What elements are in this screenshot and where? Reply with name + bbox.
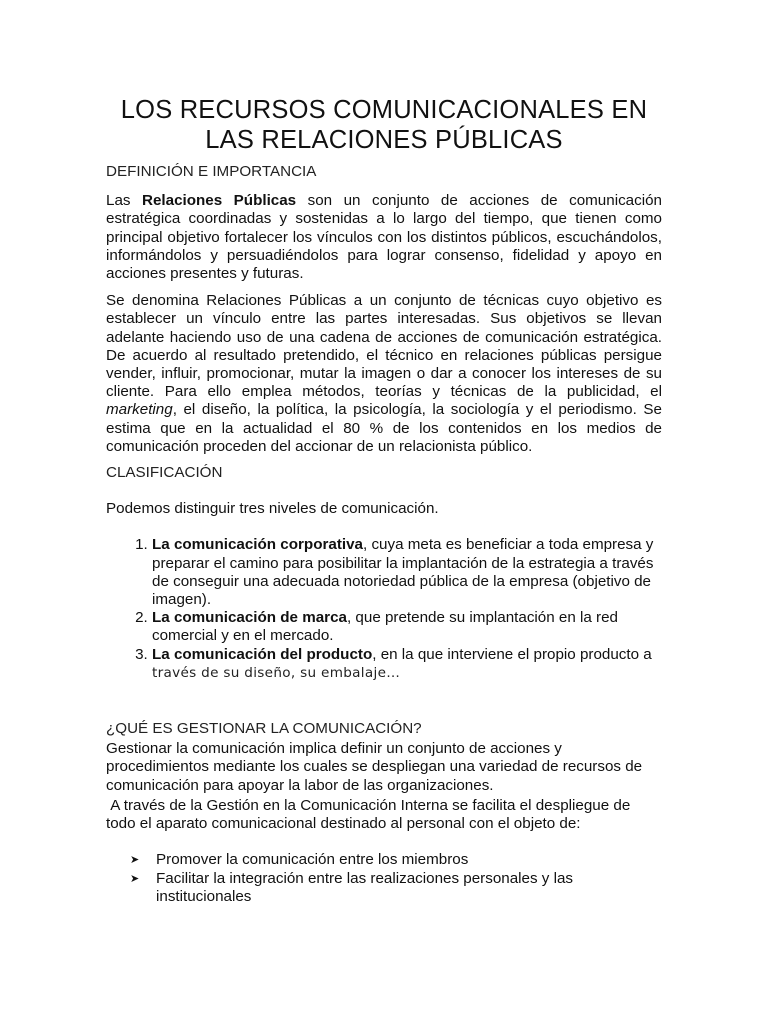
italic-term-marketing: marketing bbox=[106, 401, 173, 419]
list-item-bold: La comunicación del producto bbox=[152, 645, 373, 663]
arrow-right-icon: ➤ bbox=[130, 872, 140, 885]
definition-paragraph-1 bbox=[106, 192, 662, 283]
communication-levels-list bbox=[106, 536, 662, 682]
list-item bbox=[152, 646, 662, 682]
section-heading-management: ¿QUÉ ES GESTIONAR LA COMUNICACIÓN? bbox=[106, 720, 422, 738]
paragraph-text-before: Se denomina Relaciones Públicas a un conjunto de técnicas cuyo objetivo es establecer un vínculo entre las partes interesadas. Sus objetivos se llevan adelante haciendo uso de una cadena de acciones de comunicación estratégica. De acuerdo al resultado pretendido, el técnico en relaciones públicas persigue vender, influir, promocionar, mutar la imagen o dar a conocer los intereses de su cliente. Para ello emplea métodos, teorías y técnicas de la publicidad, el bbox=[106, 292, 662, 401]
list-item-bold: La comunicación corporativa bbox=[152, 536, 363, 554]
list-item-text: , que pretende su implantación en la red comercial y en el mercado. bbox=[152, 609, 619, 645]
paragraph-lead: Las bbox=[106, 192, 142, 210]
list-item-text: , cuya meta es beneficiar a toda empresa y preparar el camino para posibilitar la implantación de la estrategia a través de conseguir una adecuada notoriedad pública de la empresa (objetivo de imagen). bbox=[152, 536, 654, 609]
definition-paragraph-2 bbox=[106, 292, 662, 456]
bold-term-relaciones-publicas: Relaciones Públicas bbox=[141, 192, 297, 210]
management-paragraph-1: Gestionar la comunicación implica definir un conjunto de acciones y procedimientos mediante los cuales se despliegan una variedad de recursos de comunicación para apoyar la labor de las organizaciones. bbox=[106, 740, 643, 794]
bullet-text: Promover la comunicación entre los miembros bbox=[156, 851, 469, 869]
paragraph-text-after: , el diseño, la política, la psicología, la sociología y el periodismo. Se estima que en la actualidad el 80 % de los contenidos en los medios de comunicación proceden del accionar de un relacionista público. bbox=[106, 401, 662, 455]
list-item bbox=[130, 870, 662, 906]
paragraph-rest: son un conjunto de acciones de comunicación estratégica coordinadas y sostenidas a lo largo del tiempo, que tienen como principal objetivo fortalecer los vínculos con los distintos públicos, escuchándolos, informándolos y persuadiéndolos para lograr consenso, fidelidad y apoyo en acciones presentes y futuras. bbox=[106, 192, 662, 283]
classification-intro: Podemos distinguir tres niveles de comunicación. bbox=[106, 500, 439, 518]
title-line-2: LAS RELACIONES PÚBLICAS bbox=[205, 125, 563, 154]
list-item bbox=[152, 536, 662, 609]
list-item-bold: La comunicación de marca bbox=[152, 609, 347, 627]
list-item-tail: través de su diseño, su embalaje… bbox=[152, 664, 401, 681]
section-heading-definition: DEFINICIÓN E IMPORTANCIA bbox=[106, 163, 317, 180]
management-paragraph-2: A través de la Gestión en la Comunicación Interna se facilita el despliegue de todo el aparato comunicacional destinado al personal con el objeto de: bbox=[106, 796, 635, 833]
list-item bbox=[152, 609, 662, 645]
document-title bbox=[106, 96, 662, 155]
list-item-text: , en la que interviene el propio producto a bbox=[372, 645, 652, 663]
objectives-list bbox=[106, 851, 662, 906]
title-line-1: LOS RECURSOS COMUNICACIONALES EN bbox=[120, 96, 648, 124]
arrow-right-icon: ➤ bbox=[130, 854, 140, 867]
section-heading-classification: CLASIFICACIÓN bbox=[106, 464, 223, 482]
bullet-text: Facilitar la integración entre las realizaciones personales y las institucionales bbox=[156, 869, 574, 905]
list-item bbox=[130, 851, 662, 869]
